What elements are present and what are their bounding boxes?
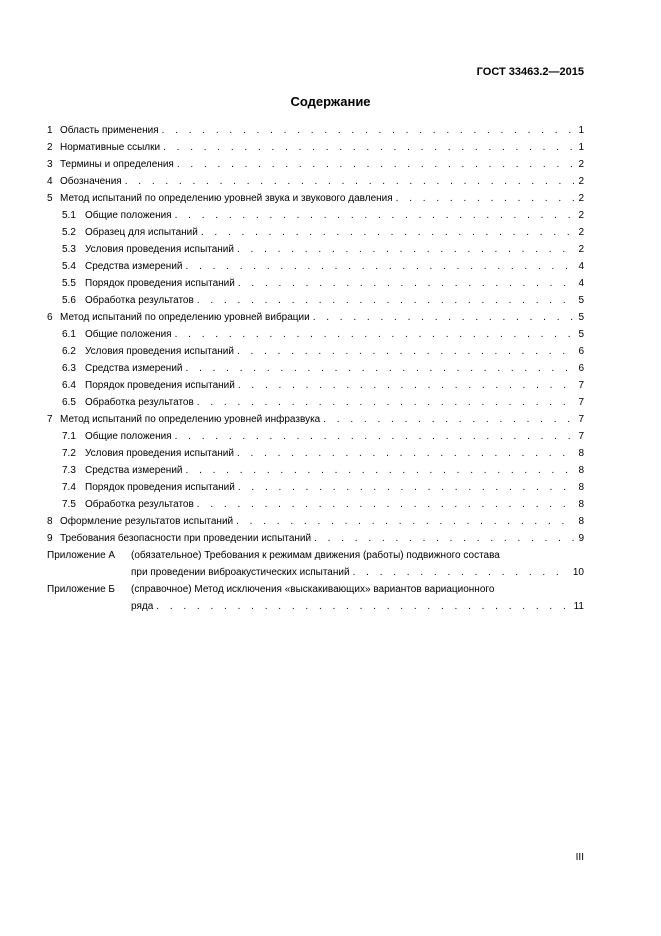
toc-entry-label: Средства измерений bbox=[85, 465, 183, 476]
toc-entry-line bbox=[47, 411, 584, 428]
toc-entry-line bbox=[47, 241, 584, 258]
toc-entry-page: 2 bbox=[578, 159, 584, 170]
toc-entry-label: Обозначения bbox=[60, 176, 122, 187]
appendix-title-line1: (обязательное) Требования к режимам движения (работы) подвижного состава bbox=[131, 550, 500, 561]
toc-entry-line bbox=[47, 156, 584, 173]
toc-entry-page: 4 bbox=[578, 261, 584, 272]
toc-entry-label: Общие положения bbox=[85, 329, 172, 340]
toc-entry-number: 5.6 bbox=[62, 295, 76, 306]
toc-appendices bbox=[47, 547, 584, 615]
toc-entry-label: Общие положения bbox=[85, 431, 172, 442]
toc-entry-page: 8 bbox=[578, 499, 584, 510]
appendix-title-continuation: при проведении виброакустических испытаний bbox=[131, 567, 350, 578]
toc-entry-line bbox=[47, 462, 584, 479]
appendix-prefix: Приложение А bbox=[47, 550, 116, 561]
toc-entry-line bbox=[47, 496, 584, 513]
dot-leader bbox=[163, 139, 575, 156]
dot-leader bbox=[156, 598, 570, 615]
toc-entry-line bbox=[47, 513, 584, 530]
toc-entry-label: Порядок проведения испытаний bbox=[85, 278, 235, 289]
toc-entry-label: Требования безопасности при проведении испытаний bbox=[60, 533, 312, 544]
toc-entry-number: 6 bbox=[47, 312, 53, 323]
toc-entry-label: Нормативные ссылки bbox=[60, 142, 161, 153]
toc-entry bbox=[47, 428, 584, 445]
toc-entry-number: 5.1 bbox=[62, 210, 76, 221]
toc-entry-label: Обработка результатов bbox=[85, 397, 194, 408]
dot-leader bbox=[238, 275, 576, 292]
dot-leader bbox=[186, 258, 576, 275]
toc-entry-number: 7.4 bbox=[62, 482, 76, 493]
toc-entry bbox=[47, 530, 584, 547]
toc-entry-page: 2 bbox=[578, 244, 584, 255]
toc-entry bbox=[47, 411, 584, 428]
toc-entry-label: Условия проведения испытаний bbox=[85, 346, 234, 357]
toc-entry-line bbox=[47, 479, 584, 496]
toc-entry-number: 1 bbox=[47, 125, 53, 136]
appendix-entry bbox=[47, 547, 584, 581]
toc-entry-number: 6.2 bbox=[62, 346, 76, 357]
toc-entry-page: 4 bbox=[578, 278, 584, 289]
dot-leader bbox=[236, 513, 575, 530]
toc-entry-number: 7 bbox=[47, 414, 53, 425]
toc-entry-label: Условия проведения испытаний bbox=[85, 448, 234, 459]
toc-entry-label: Метод испытаний по определению уровней инфразвука bbox=[60, 414, 321, 425]
toc-entry bbox=[47, 156, 584, 173]
toc-entry-page: 5 bbox=[578, 295, 584, 306]
toc-entry-page: 7 bbox=[578, 414, 584, 425]
toc-entry-label: Термины и определения bbox=[60, 159, 174, 170]
appendix-title-line2 bbox=[131, 598, 584, 615]
toc-entry-line bbox=[47, 207, 584, 224]
page-number: III bbox=[575, 852, 584, 863]
dot-leader bbox=[197, 496, 576, 513]
dot-leader bbox=[238, 479, 576, 496]
toc-entry-label: Средства измерений bbox=[85, 363, 183, 374]
toc-entry-page: 2 bbox=[578, 176, 584, 187]
appendix-title-line1: (справочное) Метод исключения «выскакивающих» вариантов вариационного bbox=[131, 584, 495, 595]
toc-entry-line bbox=[47, 258, 584, 275]
toc-entry-line bbox=[47, 224, 584, 241]
toc-entry-line bbox=[47, 309, 584, 326]
toc-entry bbox=[47, 479, 584, 496]
toc-entry-page: 9 bbox=[578, 533, 584, 544]
dot-leader bbox=[201, 224, 576, 241]
toc-entry-page: 6 bbox=[578, 363, 584, 374]
dot-leader bbox=[175, 326, 576, 343]
toc-entry bbox=[47, 224, 584, 241]
dot-leader bbox=[125, 173, 576, 190]
toc-entry bbox=[47, 173, 584, 190]
toc-entry-number: 6.5 bbox=[62, 397, 76, 408]
toc-entry bbox=[47, 241, 584, 258]
toc-entry-label: Порядок проведения испытаний bbox=[85, 380, 235, 391]
toc-entry-number: 9 bbox=[47, 533, 53, 544]
toc-entry-label: Оформление результатов испытаний bbox=[60, 516, 234, 527]
dot-leader bbox=[396, 190, 576, 207]
toc-entry-number: 5.2 bbox=[62, 227, 76, 238]
dot-leader bbox=[313, 309, 576, 326]
toc-entry-line bbox=[47, 377, 584, 394]
toc-entry-label: Метод испытаний по определению уровней звука и звукового давления bbox=[60, 193, 393, 204]
toc-entry-number: 7.2 bbox=[62, 448, 76, 459]
toc-entry-line bbox=[47, 275, 584, 292]
toc-entry-label: Область применения bbox=[60, 125, 159, 136]
document-id: ГОСТ 33463.2—2015 bbox=[476, 66, 584, 78]
toc-entry-page: 8 bbox=[578, 465, 584, 476]
toc-entry-page: 6 bbox=[578, 346, 584, 357]
toc-entry-number: 5 bbox=[47, 193, 53, 204]
toc-entry bbox=[47, 496, 584, 513]
appendix-page: 10 bbox=[572, 567, 584, 578]
toc-entry-page: 8 bbox=[578, 516, 584, 527]
toc-entry-line bbox=[47, 122, 584, 139]
toc-entry bbox=[47, 207, 584, 224]
appendix-entry bbox=[47, 581, 584, 615]
toc-entry-label: Общие положения bbox=[85, 210, 172, 221]
toc-entry-number: 5.4 bbox=[62, 261, 76, 272]
dot-leader bbox=[186, 462, 576, 479]
toc-entry-label: Метод испытаний по определению уровней вибрации bbox=[60, 312, 310, 323]
toc-entry-line bbox=[47, 190, 584, 207]
toc-entry-page: 8 bbox=[578, 448, 584, 459]
toc-entry bbox=[47, 343, 584, 360]
toc-entry-page: 1 bbox=[578, 142, 584, 153]
dot-leader bbox=[238, 377, 576, 394]
dot-leader bbox=[237, 445, 575, 462]
toc-entry bbox=[47, 122, 584, 139]
toc-entry bbox=[47, 445, 584, 462]
dot-leader bbox=[323, 411, 575, 428]
toc-entry-line bbox=[47, 343, 584, 360]
dot-leader bbox=[175, 428, 576, 445]
toc-entry-page: 1 bbox=[578, 125, 584, 136]
toc-entry-number: 8 bbox=[47, 516, 53, 527]
dot-leader bbox=[162, 122, 576, 139]
toc-entry bbox=[47, 326, 584, 343]
toc-entry-page: 5 bbox=[578, 329, 584, 340]
toc-entry-page: 2 bbox=[578, 227, 584, 238]
table-of-contents bbox=[47, 122, 584, 615]
toc-entry-line bbox=[47, 428, 584, 445]
toc-entry-line bbox=[47, 139, 584, 156]
toc-entry-page: 5 bbox=[578, 312, 584, 323]
toc-entry-number: 2 bbox=[47, 142, 53, 153]
toc-entry-label: Условия проведения испытаний bbox=[85, 244, 234, 255]
dot-leader bbox=[175, 207, 576, 224]
toc-entry-page: 8 bbox=[578, 482, 584, 493]
toc-entry bbox=[47, 275, 584, 292]
dot-leader bbox=[314, 530, 575, 547]
toc-entry-line bbox=[47, 173, 584, 190]
toc-entry-page: 2 bbox=[578, 193, 584, 204]
dot-leader bbox=[197, 292, 576, 309]
toc-entry-number: 5.5 bbox=[62, 278, 76, 289]
toc-entry-line bbox=[47, 326, 584, 343]
dot-leader bbox=[197, 394, 576, 411]
toc-entry-number: 7.3 bbox=[62, 465, 76, 476]
toc-entries bbox=[47, 122, 584, 547]
toc-entry-number: 3 bbox=[47, 159, 53, 170]
toc-entry bbox=[47, 309, 584, 326]
dot-leader bbox=[186, 360, 576, 377]
dot-leader bbox=[237, 343, 575, 360]
toc-entry-number: 7.5 bbox=[62, 499, 76, 510]
page-title: Содержание bbox=[290, 94, 371, 109]
appendix-prefix: Приложение Б bbox=[47, 584, 115, 595]
toc-entry-number: 7.1 bbox=[62, 431, 76, 442]
toc-entry bbox=[47, 360, 584, 377]
toc-entry bbox=[47, 292, 584, 309]
dot-leader bbox=[353, 564, 570, 581]
toc-entry bbox=[47, 139, 584, 156]
toc-entry-page: 7 bbox=[578, 431, 584, 442]
toc-entry-number: 6.3 bbox=[62, 363, 76, 374]
toc-entry bbox=[47, 513, 584, 530]
toc-entry-line bbox=[47, 530, 584, 547]
appendix-page: 11 bbox=[573, 601, 584, 612]
toc-entry-page: 2 bbox=[578, 210, 584, 221]
toc-entry-page: 7 bbox=[578, 380, 584, 391]
toc-entry-number: 4 bbox=[47, 176, 53, 187]
toc-entry bbox=[47, 394, 584, 411]
toc-entry bbox=[47, 377, 584, 394]
toc-entry-label: Порядок проведения испытаний bbox=[85, 482, 235, 493]
dot-leader bbox=[177, 156, 576, 173]
toc-entry-number: 6.4 bbox=[62, 380, 76, 391]
toc-entry-label: Обработка результатов bbox=[85, 295, 194, 306]
appendix-title-continuation: ряда bbox=[131, 601, 154, 612]
toc-entry-line bbox=[47, 360, 584, 377]
toc-entry-line bbox=[47, 394, 584, 411]
toc-entry-label: Образец для испытаний bbox=[85, 227, 198, 238]
toc-entry bbox=[47, 258, 584, 275]
toc-entry-number: 5.3 bbox=[62, 244, 76, 255]
toc-entry-page: 7 bbox=[578, 397, 584, 408]
toc-entry bbox=[47, 462, 584, 479]
toc-entry bbox=[47, 190, 584, 207]
appendix-title-line2 bbox=[131, 564, 584, 581]
toc-entry-number: 6.1 bbox=[62, 329, 76, 340]
toc-entry-line bbox=[47, 445, 584, 462]
dot-leader bbox=[237, 241, 575, 258]
toc-entry-label: Средства измерений bbox=[85, 261, 183, 272]
toc-entry-line bbox=[47, 292, 584, 309]
toc-entry-label: Обработка результатов bbox=[85, 499, 194, 510]
